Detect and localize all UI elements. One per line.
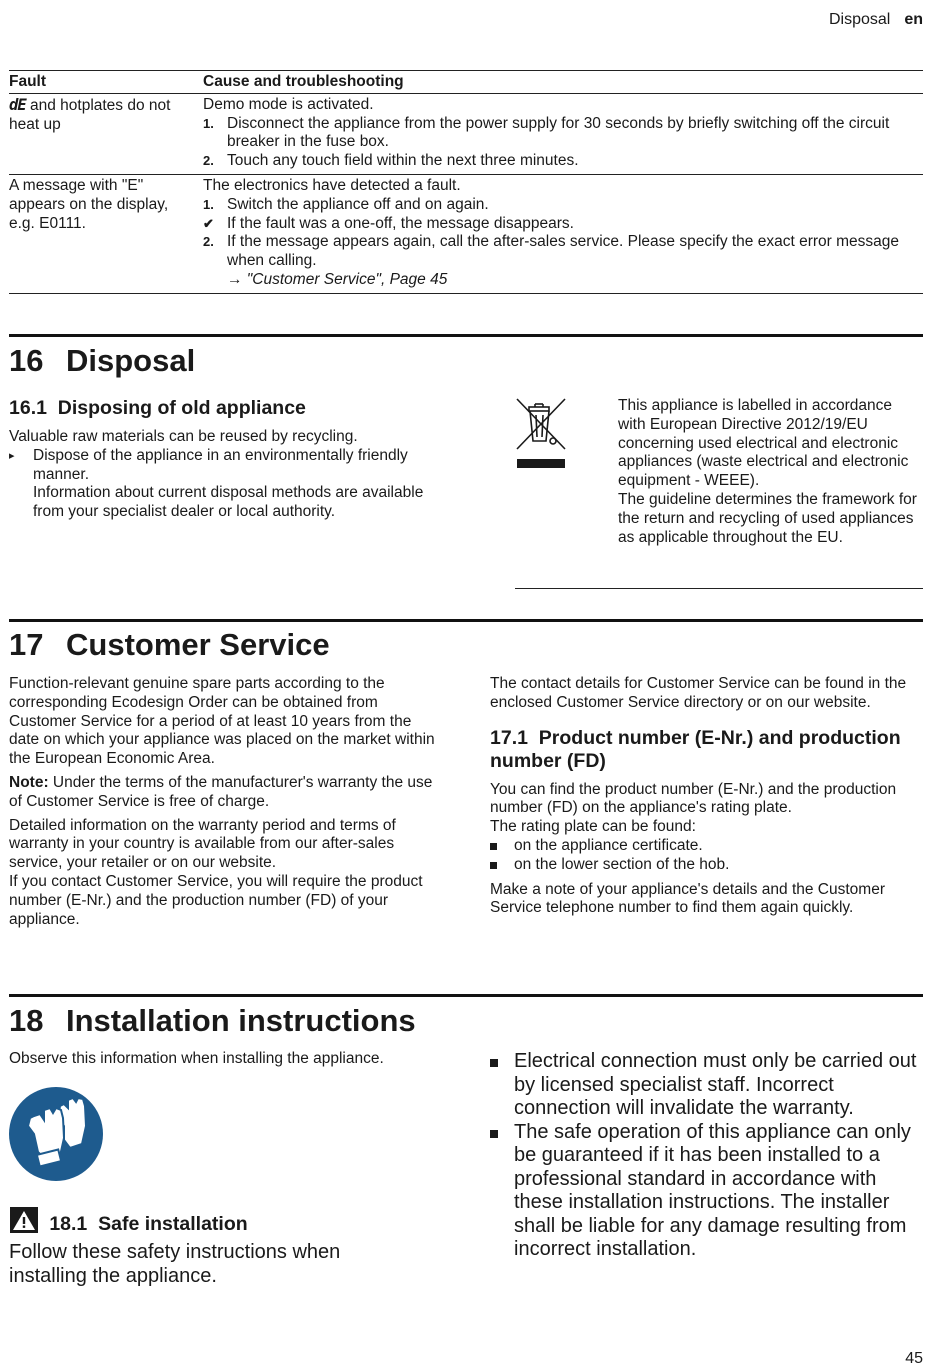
paragraph: Follow these safety instructions when installing the appliance. [9,1241,341,1287]
step-text: If the fault was a one-off, the message disappears. [227,214,574,232]
bullet-text [33,447,441,522]
square-bullet-icon [490,837,514,856]
paragraph: Make a note of your appliance's details and the Customer Service telephone number to find them again quickly. [490,880,885,917]
section-divider [9,994,923,997]
fault-table [9,70,923,294]
subsection-number: 16.1 [9,397,47,419]
page-header [829,11,923,30]
paragraph: Detailed information on the warranty period and terms of warranty in your country is available from our after-sales service, your retailer or on our website. [9,816,396,872]
disposal-text-block [9,428,441,522]
bullet-text: on the lower section of the hob. [514,855,730,873]
paragraph: The rating plate can be found: [490,818,696,836]
cause-cell [203,174,923,293]
section-divider [9,619,923,622]
step-text: Touch any touch field within the next three minutes. [227,152,579,170]
fault-column-header: Fault [9,71,203,94]
section-number: 16 [9,343,44,378]
fault-text: and hotplates do not heat up [9,96,171,133]
subsection-title: Product number (E-Nr.) and production number (FD) [490,726,901,772]
weee-text [618,397,918,547]
table-row [9,93,923,174]
list-item [9,447,441,522]
square-bullet-icon [490,1121,514,1262]
step-number: 2. [203,234,214,250]
display-symbol: dE [9,95,26,114]
section-divider [9,334,923,337]
subsection-number: 18.1 [49,1213,88,1235]
cross-reference-link[interactable]: → "Customer Service", Page 45 [227,270,448,288]
page-number: 45 [905,1350,923,1367]
subsection-heading [490,727,922,773]
table-row [9,174,923,293]
bullet-text: The safe operation of this appliance can only be guaranteed if it has been installed to a professional standard in accordance with these installation instructions. The installer shall be liable for any damage resulting from incorrect installation. [514,1120,911,1260]
subsection-number: 17.1 [490,726,528,749]
list-item [490,1121,922,1262]
customer-service-left-column [9,675,445,929]
list-item [203,115,923,153]
paragraph: If you contact Customer Service, you will require the product number (E-Nr.) and the production number (FD) of your appliance. [9,872,423,928]
warning-icon [9,1206,39,1234]
list-item [490,1050,922,1121]
paragraph: Function-relevant genuine spare parts according to the corresponding Ecodesign Order can be obtained from Customer Service for a period of at least 10 years from the date on which your appliance was placed on the market within the European Economic Area. [9,675,435,768]
note-label: Note: [9,773,49,791]
step-text: If the message appears again, call the after-sales service. Please specify the exact error message when calling. [227,233,900,270]
paragraph: The contact details for Customer Service can be found in the enclosed Customer Service directory or on our website. [490,675,907,711]
section-heading [9,1003,416,1039]
section-number: 18 [9,1003,44,1038]
list-item [203,152,923,171]
section-title: Customer Service [66,627,330,662]
note-text: Under the terms of the manufacturer's warranty the use of Customer Service is free of charge. [9,773,433,810]
section-title: Installation instructions [66,1003,416,1038]
step-number: 1. [203,196,214,212]
paragraph: Observe this information when installing the appliance. [9,1050,384,1067]
fault-cell: A message with "E" appears on the display, e.g. E0111. [9,174,203,293]
subsection-title: Disposing of old appliance [57,397,306,419]
wear-gloves-icon [8,1086,104,1182]
arrow-bullet-icon: ▸ [9,449,15,462]
section-number: 17 [9,627,44,662]
paragraph: The guideline determines the framework for the return and recycling of used appliances as applicable throughout the EU. [618,490,917,546]
note [9,774,445,812]
square-bullet-icon [490,856,514,875]
step-text: Disconnect the appliance from the power supply for 30 seconds by briefly switching off the circuit breaker in the fuse box. [227,114,890,151]
paragraph: You can find the product number (E-Nr.) and the production number (FD) on the appliance's rating plate. [490,780,897,817]
bullet-line: Dispose of the appliance in an environmentally friendly manner. [33,446,408,483]
section-heading [9,627,330,663]
square-bullet-icon [490,1050,514,1121]
check-icon: ✔ [203,215,214,231]
header-lang: en [904,11,923,28]
section-title: Disposal [66,343,196,378]
subsection-title: Safe installation [98,1213,248,1235]
list-item [203,233,923,271]
subsection-heading [9,397,306,420]
fault-cell [9,93,203,174]
bullet-text: on the appliance certificate. [514,836,703,854]
section-heading [9,343,195,379]
customer-service-right-column [490,675,922,918]
bullet-line: Information about current disposal methods are available from your specialist dealer or local authority. [33,484,424,521]
step-text: Switch the appliance off and on again. [227,195,489,213]
list-item [203,196,923,215]
list-item [203,215,923,234]
step-number: 2. [203,153,214,169]
fault-table-header [9,71,923,94]
list-item [490,837,922,856]
step-number: 1. [203,115,214,131]
weee-info-box [515,397,923,589]
cause-text: The electronics have detected a fault. [203,176,461,194]
list-item [490,856,922,875]
subsection-heading [9,1206,248,1236]
crossed-out-bin-icon [515,397,567,473]
cause-cell [203,93,923,174]
cause-text: Demo mode is activated. [203,95,374,113]
paragraph: Valuable raw materials can be reused by recycling. [9,428,358,445]
header-section: Disposal [828,11,891,28]
bullet-text: Electrical connection must only be carried out by licensed specialist staff. Incorrect connection will invalidate the warranty. [514,1050,917,1119]
paragraph: This appliance is labelled in accordance with European Directive 2012/19/EU concerning used electrical and electronic appliances (waste electrical and electronic equipment - WEEE). [618,397,909,490]
installation-safety-list [490,1050,922,1262]
subsection-spacer [87,1213,98,1235]
cause-column-header: Cause and troubleshooting [203,71,923,94]
